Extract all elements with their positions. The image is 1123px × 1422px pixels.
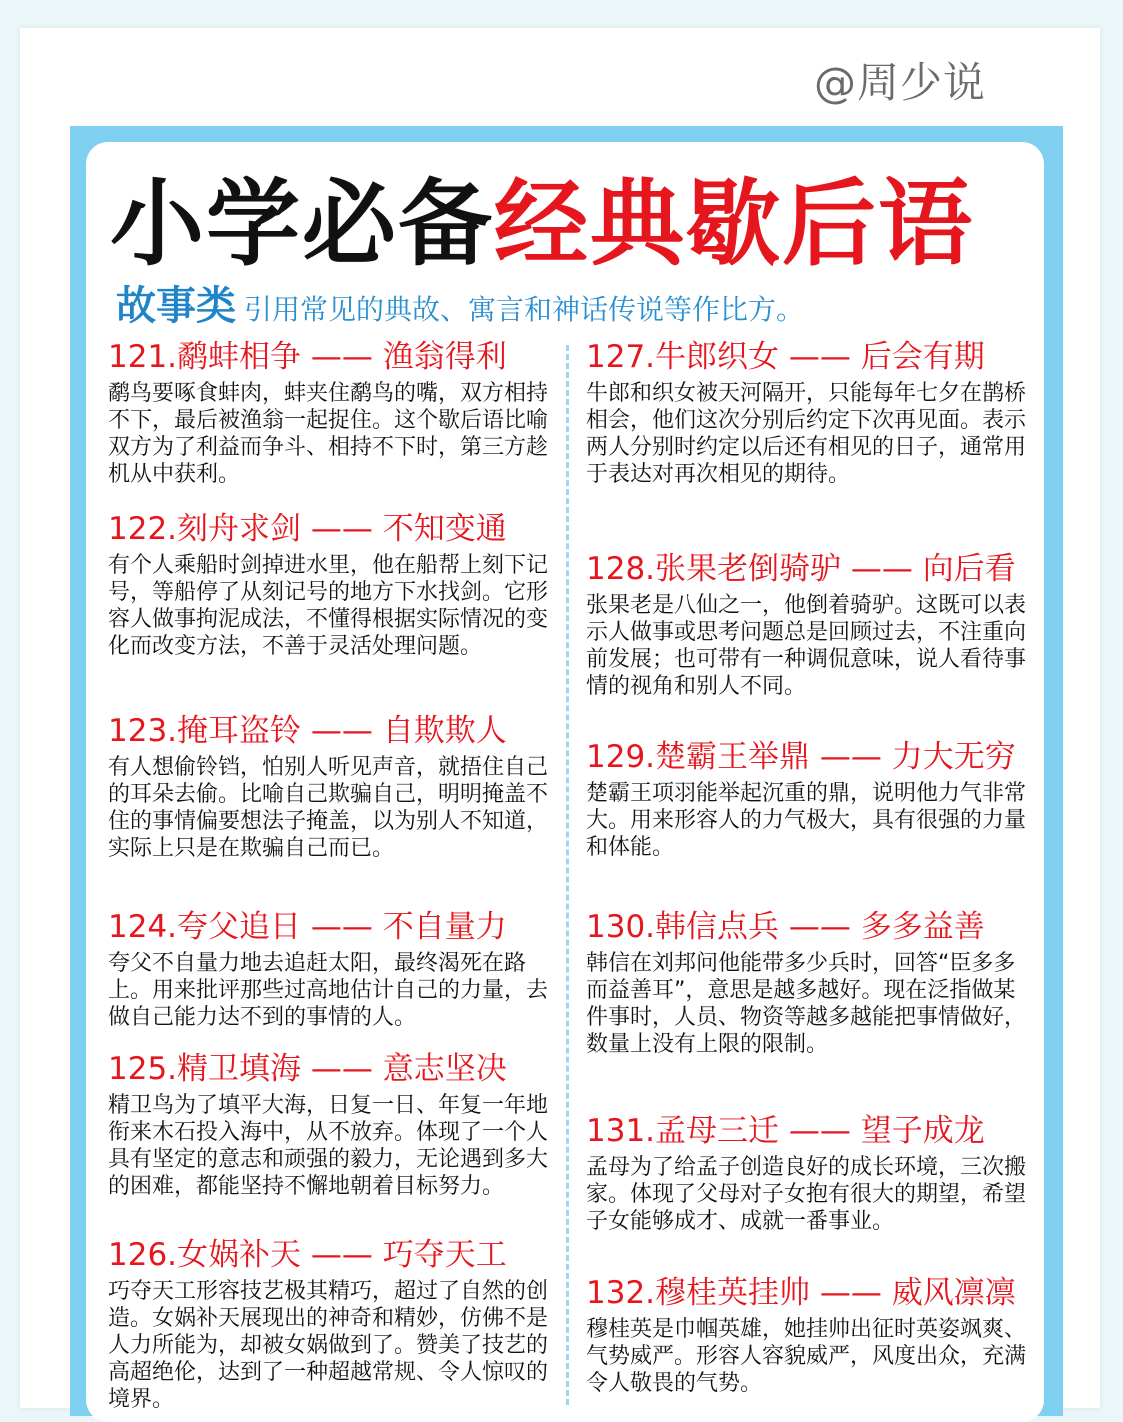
entry-body: 精卫鸟为了填平大海，日复一日、年复一年地衔来木石投入海中，从不放弃。体现了一个人具有坚定的意志和顽强的毅力，无论遇到多大的困难，都能坚持不懈地朝着目标努力。: [108, 1093, 549, 1199]
entry-body: 穆桂英是巾帼英雄，她挂帅出征时英姿飒爽、气势威严。形容人容貌威严，风度出众，充满令人敬畏的气势。: [586, 1317, 1027, 1396]
idiom-entry-125: [108, 1050, 558, 1200]
idiom-entry-130: [586, 908, 1036, 1058]
column-divider: [566, 345, 569, 1405]
entry-heading: 128.张果老倒骑驴 —— 向后看: [586, 551, 1016, 587]
idiom-entry-131: [586, 1112, 1036, 1235]
entry-heading: 125.精卫填海 —— 意志坚决: [108, 1051, 507, 1087]
entry-body: 韩信在刘邦问他能带多少兵时，回答“臣多多而益善耳”，意思是越多越好。现在泛指做某件事时，人员、物资等越多越能把事情做好，数量上没有上限的限制。: [586, 951, 1027, 1057]
entry-body: 楚霸王项羽能举起沉重的鼎，说明他力气非常大。用来形容人的力气极大，具有很强的力量和体能。: [586, 781, 1027, 860]
entry-body: 牛郎和织女被天河隔开，只能每年七夕在鹊桥相会，他们这次分别后约定下次再见面。表示两人分别时约定以后还有相见的日子，通常用于表达对再次相见的期待。: [586, 381, 1027, 487]
entry-body: 有个人乘船时剑掉进水里，他在船帮上刻下记号，等船停了从刻记号的地方下水找剑。它形容人做事拘泥成法，不懂得根据实际情况的变化而改变方法，不善于灵活处理问题。: [108, 553, 549, 659]
entry-body: 夸父不自量力地去追赶太阳，最终渴死在路上。用来批评那些过高地估计自己的力量，去做自己能力达不到的事情的人。: [108, 951, 549, 1030]
entry-body: 有人想偷铃铛，怕别人听见声音，就捂住自己的耳朵去偷。比喻自己欺骗自己，明明掩盖不住的事情偏要想法子掩盖，以为别人不知道，实际上只是在欺骗自己而已。: [108, 755, 549, 861]
entry-body: 张果老是八仙之一，他倒着骑驴。这既可以表示人做事或思考问题总是回顾过去，不注重向前发展；也可带有一种调侃意味，说人看待事情的视角和别人不同。: [586, 593, 1027, 699]
entry-heading: 127.牛郎织女 —— 后会有期: [586, 339, 985, 375]
entry-heading: 130.韩信点兵 —— 多多益善: [586, 909, 985, 945]
category-label: 故事类: [116, 283, 236, 329]
idiom-entry-129: [586, 738, 1036, 861]
entry-heading: 123.掩耳盗铃 —— 自欺欺人: [108, 713, 507, 749]
title-red-part: 经典歇后语: [494, 170, 975, 279]
idiom-entry-124: [108, 908, 558, 1031]
entry-heading: 131.孟母三迁 —— 望子成龙: [586, 1113, 985, 1149]
entry-heading: 121.鹬蚌相争 —— 渔翁得利: [108, 339, 507, 375]
idiom-entry-121: [108, 338, 558, 488]
idiom-entry-123: [108, 712, 558, 862]
entry-heading: 132.穆桂英挂帅 —— 威风凛凛: [586, 1275, 1016, 1311]
entry-heading: 129.楚霸王举鼎 —— 力大无穷: [586, 739, 1016, 775]
entry-heading: 126.女娲补天 —— 巧夺天工: [108, 1237, 507, 1273]
idiom-entry-128: [586, 550, 1036, 700]
entry-body: 巧夺天工形容技艺极其精巧，超过了自然的创造。女娲补天展现出的神奇和精妙，仿佛不是人力所能为，却被女娲做到了。赞美了技艺的高超绝伦，达到了一种超越常规、令人惊叹的境界。: [108, 1279, 549, 1412]
category-description: 引用常见的典故、寓言和神话传说等作比方。: [244, 293, 805, 326]
page-title: [110, 170, 974, 280]
idiom-entry-126: [108, 1236, 558, 1413]
idiom-entry-122: [108, 510, 558, 660]
entry-heading: 124.夸父追日 —— 不自量力: [108, 909, 507, 945]
idiom-entry-127: [586, 338, 1036, 488]
watermark: @周少说: [814, 58, 987, 107]
title-black-part: 小学必备: [110, 170, 495, 279]
idiom-entry-132: [586, 1274, 1036, 1397]
subtitle: [116, 282, 804, 338]
entry-body: 鹬鸟要啄食蚌肉，蚌夹住鹬鸟的嘴，双方相持不下，最后被渔翁一起捉住。这个歇后语比喻双方为了利益而争斗、相持不下时，第三方趁机从中获利。: [108, 381, 549, 487]
entry-body: 孟母为了给孟子创造良好的成长环境，三次搬家。体现了父母对子女抱有很大的期望，希望子女能够成才、成就一番事业。: [586, 1155, 1027, 1234]
entry-heading: 122.刻舟求剑 —— 不知变通: [108, 511, 507, 547]
